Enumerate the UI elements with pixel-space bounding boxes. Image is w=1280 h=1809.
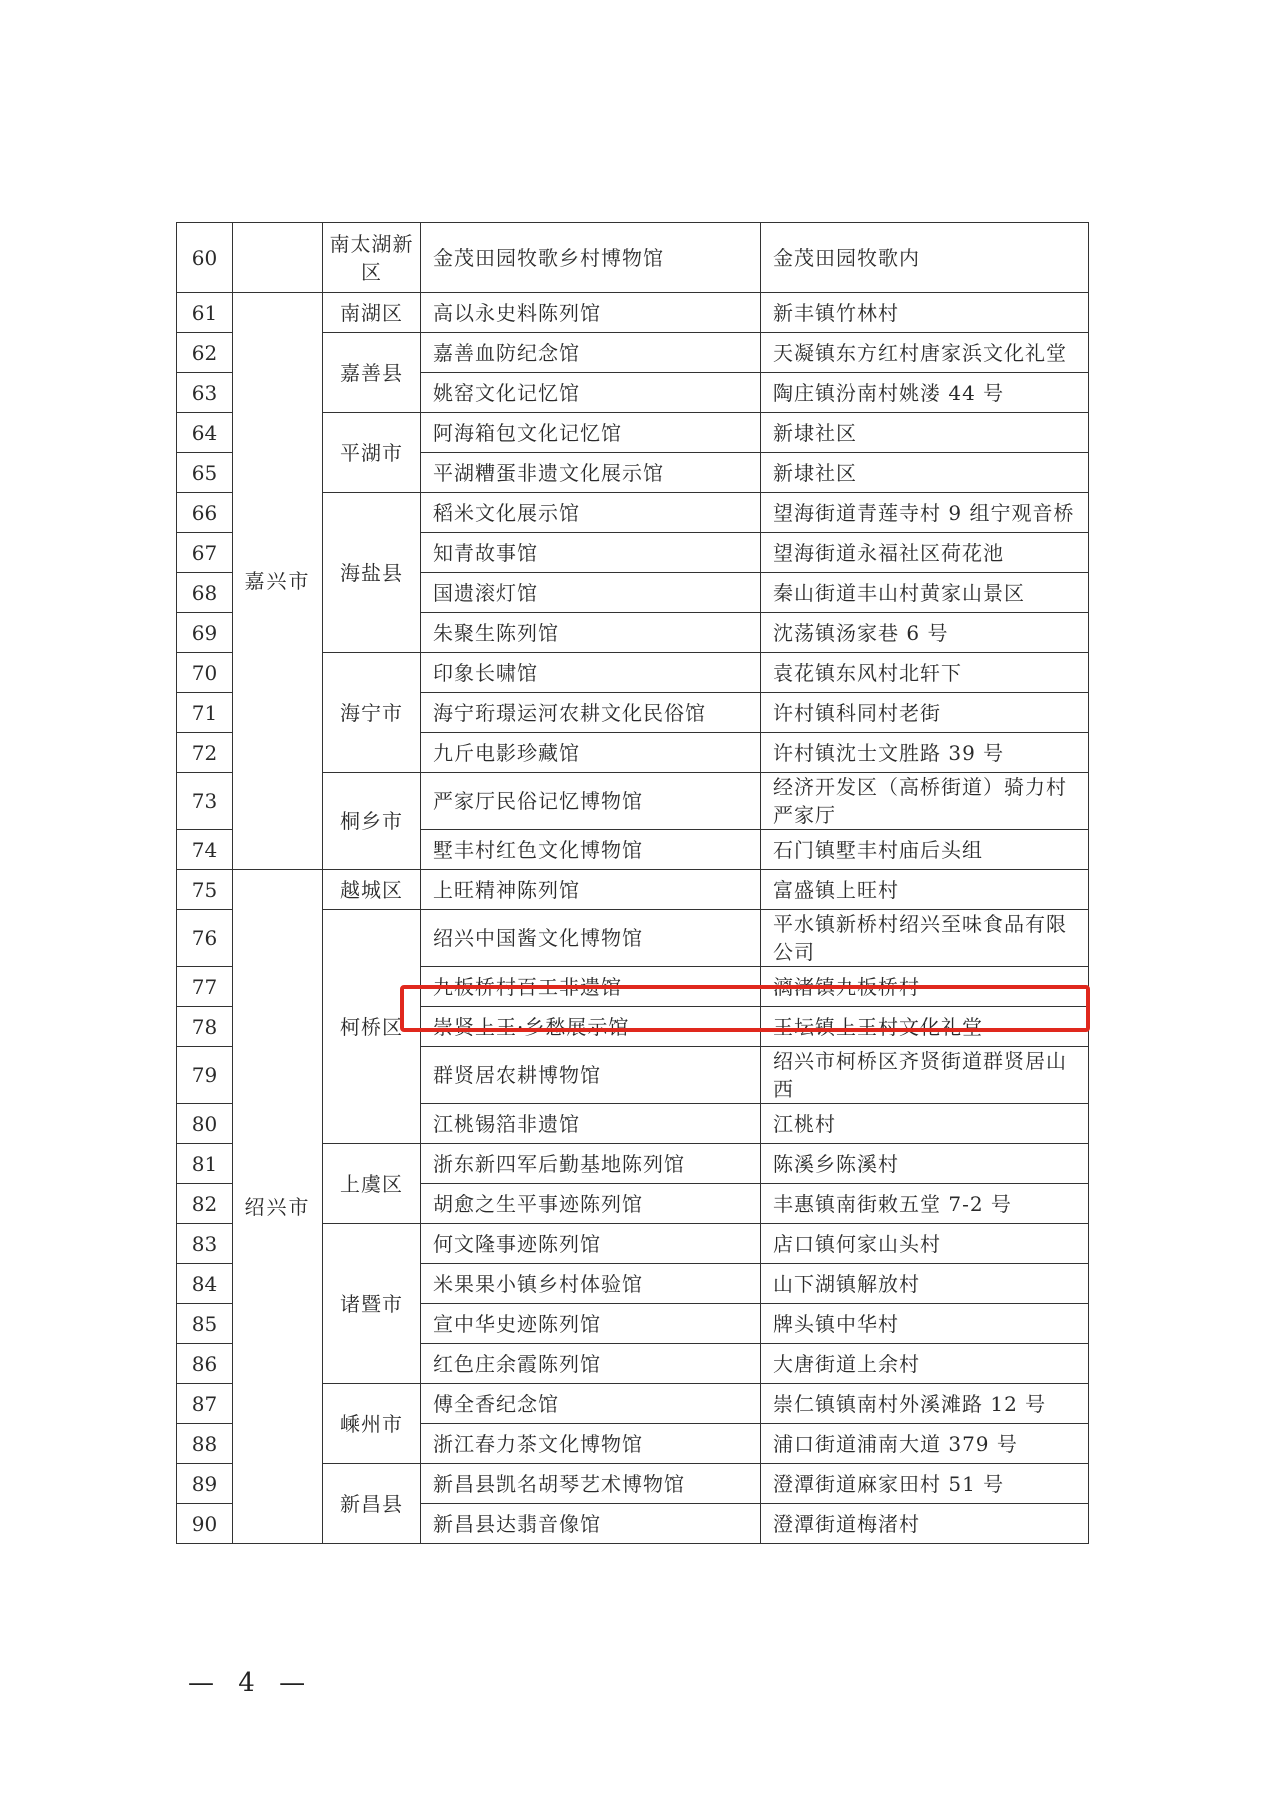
museum-name-cell: 平湖糟蛋非遗文化展示馆 — [421, 453, 761, 493]
row-number-cell: 69 — [177, 613, 233, 653]
table-row — [177, 293, 1089, 333]
row-number-cell: 79 — [177, 1047, 233, 1104]
row-number-cell: 78 — [177, 1007, 233, 1047]
district-cell: 南湖区 — [323, 293, 421, 333]
table-row — [177, 223, 1089, 293]
row-number-cell: 71 — [177, 693, 233, 733]
museum-name-cell: 阿海箱包文化记忆馆 — [421, 413, 761, 453]
row-number-cell: 83 — [177, 1224, 233, 1264]
address-cell: 秦山街道丰山村黄家山景区 — [761, 573, 1089, 613]
row-number-cell: 67 — [177, 533, 233, 573]
address-cell: 漓渚镇九板桥村 — [761, 967, 1089, 1007]
row-number-cell: 61 — [177, 293, 233, 333]
row-number-cell: 86 — [177, 1344, 233, 1384]
address-cell: 新埭社区 — [761, 453, 1089, 493]
museum-name-cell: 九板桥村百工非遗馆 — [421, 967, 761, 1007]
address-cell: 陶庄镇汾南村姚溇 44 号 — [761, 373, 1089, 413]
district-cell: 海盐县 — [323, 493, 421, 653]
address-cell: 望海街道永福社区荷花池 — [761, 533, 1089, 573]
district-cell: 上虞区 — [323, 1144, 421, 1224]
address-cell: 澄潭街道梅渚村 — [761, 1504, 1089, 1544]
address-cell: 许村镇科同村老街 — [761, 693, 1089, 733]
row-number-cell: 80 — [177, 1104, 233, 1144]
museum-name-cell: 米果果小镇乡村体验馆 — [421, 1264, 761, 1304]
museum-name-cell: 何文隆事迹陈列馆 — [421, 1224, 761, 1264]
address-cell: 富盛镇上旺村 — [761, 870, 1089, 910]
address-cell: 牌头镇中华村 — [761, 1304, 1089, 1344]
museum-list-table — [176, 222, 1089, 1544]
museum-name-cell: 胡愈之生平事迹陈列馆 — [421, 1184, 761, 1224]
row-number-cell: 68 — [177, 573, 233, 613]
city-cell — [233, 223, 323, 293]
museum-name-cell: 朱聚生陈列馆 — [421, 613, 761, 653]
museum-name-cell: 崇贤上王·乡愁展示馆 — [421, 1007, 761, 1047]
district-cell: 南太湖新区 — [323, 223, 421, 293]
address-cell: 平水镇新桥村绍兴至味食品有限公司 — [761, 910, 1089, 967]
row-number-cell: 85 — [177, 1304, 233, 1344]
row-number-cell: 70 — [177, 653, 233, 693]
museum-name-cell: 嘉善血防纪念馆 — [421, 333, 761, 373]
address-cell: 澄潭街道麻家田村 51 号 — [761, 1464, 1089, 1504]
museum-name-cell: 傅全香纪念馆 — [421, 1384, 761, 1424]
address-cell: 经济开发区（高桥街道）骑力村严家厅 — [761, 773, 1089, 830]
district-cell: 嘉善县 — [323, 333, 421, 413]
district-cell: 新昌县 — [323, 1464, 421, 1544]
museum-name-cell: 墅丰村红色文化博物馆 — [421, 830, 761, 870]
row-number-cell: 81 — [177, 1144, 233, 1184]
address-cell: 江桃村 — [761, 1104, 1089, 1144]
city-cell: 绍兴市 — [233, 870, 323, 1544]
museum-name-cell: 江桃锡箔非遗馆 — [421, 1104, 761, 1144]
row-number-cell: 87 — [177, 1384, 233, 1424]
address-cell: 许村镇沈士文胜路 39 号 — [761, 733, 1089, 773]
address-cell: 绍兴市柯桥区齐贤街道群贤居山西 — [761, 1047, 1089, 1104]
address-cell: 袁花镇东风村北轩下 — [761, 653, 1089, 693]
address-cell: 天凝镇东方红村唐家浜文化礼堂 — [761, 333, 1089, 373]
district-cell: 诸暨市 — [323, 1224, 421, 1384]
museum-name-cell: 群贤居农耕博物馆 — [421, 1047, 761, 1104]
row-number-cell: 60 — [177, 223, 233, 293]
district-cell: 平湖市 — [323, 413, 421, 493]
row-number-cell: 75 — [177, 870, 233, 910]
row-number-cell: 66 — [177, 493, 233, 533]
address-cell: 新丰镇竹林村 — [761, 293, 1089, 333]
museum-name-cell: 稻米文化展示馆 — [421, 493, 761, 533]
museum-name-cell: 浙江春力茶文化博物馆 — [421, 1424, 761, 1464]
row-number-cell: 72 — [177, 733, 233, 773]
museum-name-cell: 严家厅民俗记忆博物馆 — [421, 773, 761, 830]
museum-name-cell: 宣中华史迹陈列馆 — [421, 1304, 761, 1344]
museum-name-cell: 新昌县凯名胡琴艺术博物馆 — [421, 1464, 761, 1504]
address-cell: 浦口街道浦南大道 379 号 — [761, 1424, 1089, 1464]
row-number-cell: 73 — [177, 773, 233, 830]
address-cell: 大唐街道上余村 — [761, 1344, 1089, 1384]
district-cell: 海宁市 — [323, 653, 421, 773]
row-number-cell: 90 — [177, 1504, 233, 1544]
museum-name-cell: 印象长啸馆 — [421, 653, 761, 693]
district-cell: 桐乡市 — [323, 773, 421, 870]
row-number-cell: 65 — [177, 453, 233, 493]
museum-name-cell: 姚窑文化记忆馆 — [421, 373, 761, 413]
row-number-cell: 89 — [177, 1464, 233, 1504]
address-cell: 山下湖镇解放村 — [761, 1264, 1089, 1304]
district-cell: 柯桥区 — [323, 910, 421, 1144]
address-cell: 新埭社区 — [761, 413, 1089, 453]
page-number: — 4 — — [188, 1668, 314, 1698]
museum-name-cell: 绍兴中国酱文化博物馆 — [421, 910, 761, 967]
museum-name-cell: 红色庄余霞陈列馆 — [421, 1344, 761, 1384]
address-cell: 望海街道青莲寺村 9 组宁观音桥 — [761, 493, 1089, 533]
row-number-cell: 63 — [177, 373, 233, 413]
district-cell: 嵊州市 — [323, 1384, 421, 1464]
museum-name-cell: 高以永史料陈列馆 — [421, 293, 761, 333]
address-cell: 王坛镇上王村文化礼堂 — [761, 1007, 1089, 1047]
museum-name-cell: 浙东新四军后勤基地陈列馆 — [421, 1144, 761, 1184]
table-body — [177, 223, 1089, 1544]
address-cell: 沈荡镇汤家巷 6 号 — [761, 613, 1089, 653]
museum-name-cell: 知青故事馆 — [421, 533, 761, 573]
museum-name-cell: 上旺精神陈列馆 — [421, 870, 761, 910]
row-number-cell: 88 — [177, 1424, 233, 1464]
row-number-cell: 64 — [177, 413, 233, 453]
address-cell: 丰惠镇南街敕五堂 7-2 号 — [761, 1184, 1089, 1224]
table-row — [177, 870, 1089, 910]
address-cell: 崇仁镇镇南村外溪滩路 12 号 — [761, 1384, 1089, 1424]
museum-name-cell: 新昌县达翡音像馆 — [421, 1504, 761, 1544]
district-cell: 越城区 — [323, 870, 421, 910]
row-number-cell: 74 — [177, 830, 233, 870]
museum-name-cell: 金茂田园牧歌乡村博物馆 — [421, 223, 761, 293]
row-number-cell: 76 — [177, 910, 233, 967]
museum-name-cell: 九斤电影珍藏馆 — [421, 733, 761, 773]
address-cell: 陈溪乡陈溪村 — [761, 1144, 1089, 1184]
row-number-cell: 62 — [177, 333, 233, 373]
address-cell: 店口镇何家山头村 — [761, 1224, 1089, 1264]
address-cell: 石门镇墅丰村庙后头组 — [761, 830, 1089, 870]
museum-name-cell: 海宁珩璟运河农耕文化民俗馆 — [421, 693, 761, 733]
row-number-cell: 82 — [177, 1184, 233, 1224]
row-number-cell: 84 — [177, 1264, 233, 1304]
address-cell: 金茂田园牧歌内 — [761, 223, 1089, 293]
row-number-cell: 77 — [177, 967, 233, 1007]
city-cell: 嘉兴市 — [233, 293, 323, 870]
museum-name-cell: 国遗滚灯馆 — [421, 573, 761, 613]
